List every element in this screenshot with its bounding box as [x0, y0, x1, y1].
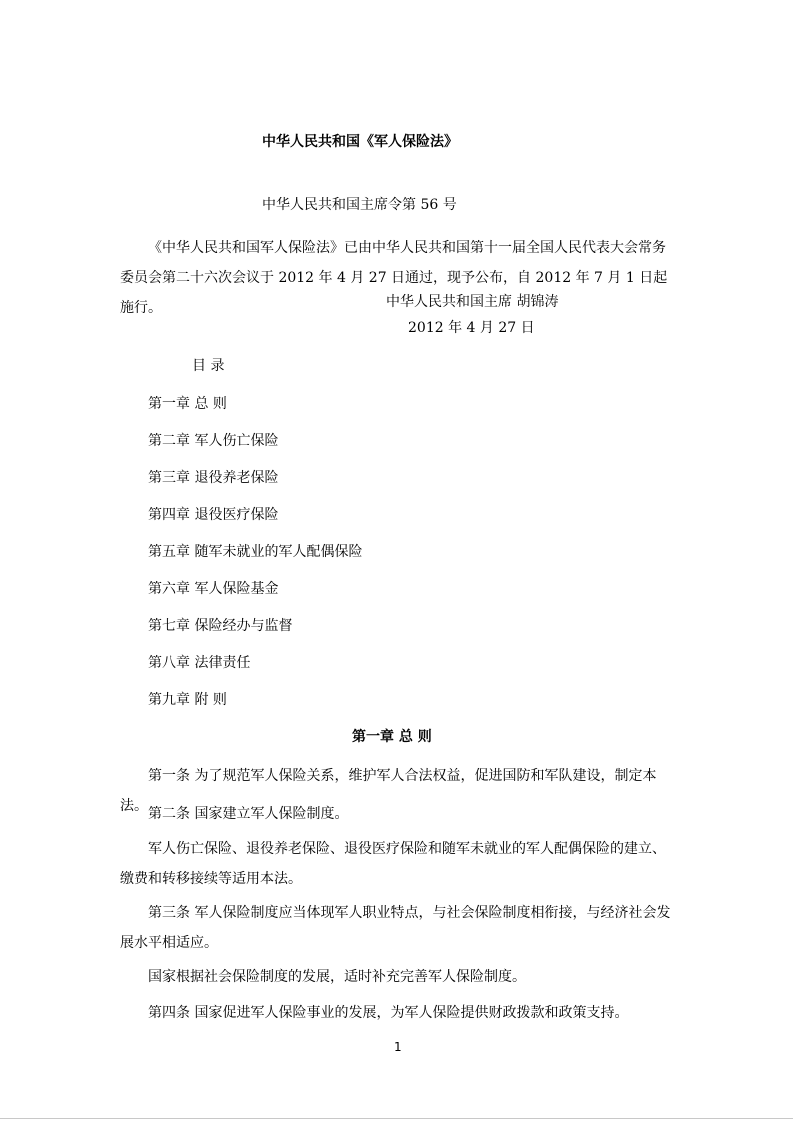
toc-item: 第九章 附 则 [148, 692, 227, 708]
toc-item: 第三章 退役养老保险 [148, 470, 279, 486]
article-2: 第二条 国家建立军人保险制度。 [148, 806, 349, 822]
article-1: 第一条 为了规范军人保险关系，维护军人合法权益，促进国防和军队建设，制定本法。 [120, 768, 657, 814]
toc-item: 第六章 军人保险基金 [148, 581, 279, 597]
toc-item: 第二章 军人伤亡保险 [148, 433, 279, 449]
document-title: 中华人民共和国《军人保险法》 [262, 134, 458, 150]
signature-date: 2012 年 4 月 27 日 [408, 320, 535, 336]
article-3-paragraph-2: 国家根据社会保险制度的发展，适时补充完善军人保险制度。 [148, 969, 526, 985]
chapter-heading: 第一章 总 则 [352, 729, 432, 745]
article-3: 第三条 军人保险制度应当体现军人职业特点，与社会保险制度相衔接，与经济社会发展水平相适应。 [120, 905, 671, 951]
toc-item: 第七章 保险经办与监督 [148, 618, 293, 634]
toc-item: 第一章 总 则 [148, 396, 227, 412]
presidential-order: 中华人民共和国主席令第 56 号 [262, 197, 457, 213]
article-4: 第四条 国家促进军人保险事业的发展，为军人保险提供财政拨款和政策支持。 [148, 1005, 629, 1021]
toc-item: 第四章 退役医疗保险 [148, 507, 279, 523]
toc-heading: 目 录 [192, 358, 225, 374]
toc-item: 第五章 随军未就业的军人配偶保险 [148, 544, 363, 560]
toc-item: 第八章 法律责任 [148, 655, 251, 671]
promulgation-paragraph: 《中华人民共和国军人保险法》已由中华人民共和国第十一届全国人民代表大会常务委员会第二十六次会议于 2012 年 4 月 27 日通过，现予公布，自 2012 年 7 月 1 日起施行。 [120, 240, 668, 316]
article-2-paragraph-2: 军人伤亡保险、退役养老保险、退役医疗保险和随军未就业的军人配偶保险的建立、缴费和转移接续等适用本法。 [120, 841, 666, 887]
signature: 中华人民共和国主席 胡锦涛 [386, 294, 559, 310]
page-bottom-divider [0, 1118, 793, 1119]
page-number: 1 [394, 1040, 402, 1054]
